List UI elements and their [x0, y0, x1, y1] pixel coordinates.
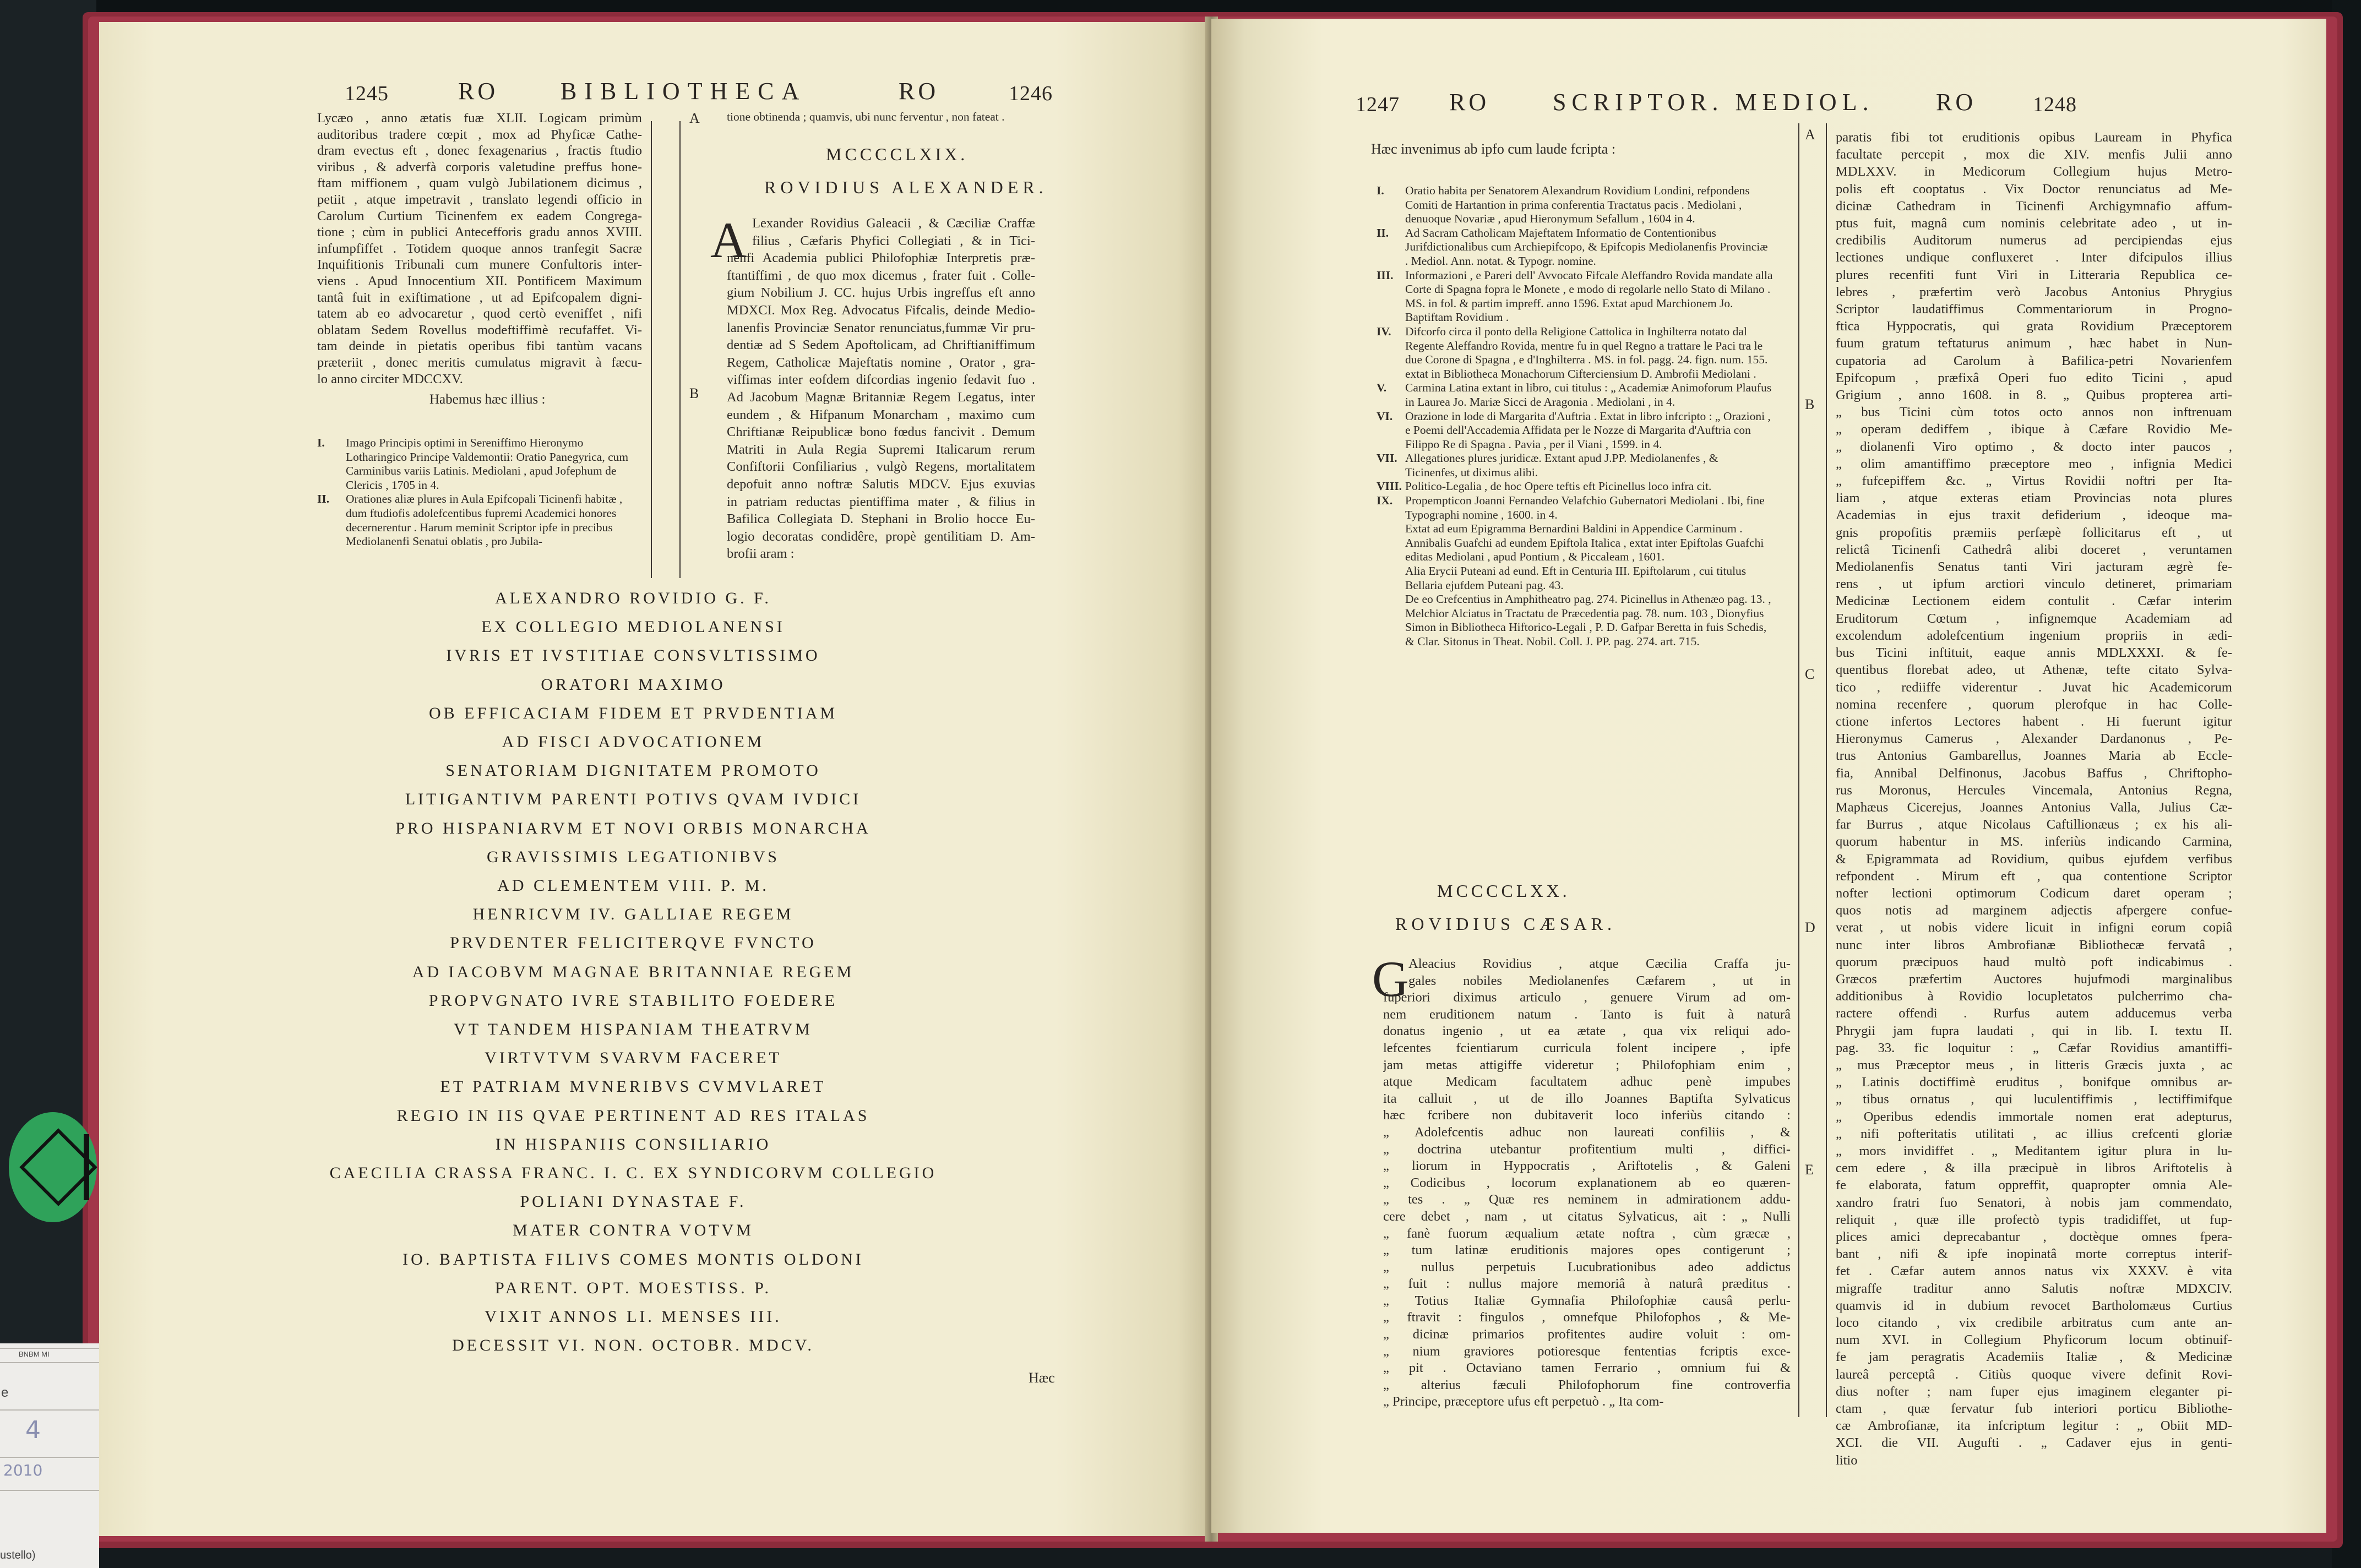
right-item-list [1377, 184, 1773, 649]
text-line: Maphæus Cicerejus, Joannes Antonius Valla, Julius Cæ- [1836, 799, 2232, 815]
column-number-right: 1246 [1009, 82, 1053, 105]
inscription-line: OB EFFICACIAM FIDEM ET PRVDENTIAM [428, 704, 838, 722]
bibliography-item [1377, 226, 1773, 269]
text-line: Epifcopum , præfixâ Operi fuo edito Ticini , apud [1836, 370, 2232, 385]
text-line: MDXCI. Mox Reg. Advocatus Fifcalis, deinde Medio- [727, 302, 1035, 318]
text-line: Phrygii jam fupra laudati , qui in lib. I. textu II. [1836, 1023, 2232, 1038]
text-line: Scriptor laudatiffimus Commentariorum in Progno- [1836, 302, 2232, 317]
left-item-list [317, 436, 642, 549]
text-line: Bafilica Collegiata D. Stephani in Brolio hocce Eu- [727, 511, 1035, 527]
inscription-line: LITIGANTIVM PARENTI POTIVS QVAM IVDICI [405, 790, 862, 809]
text-line: loco citando , vix credibile arbitratus cum ante an- [1836, 1315, 2232, 1331]
left-page [99, 22, 1211, 1536]
text-line: rens , ut ipfum arctiori vinculo detineret, primariam [1836, 576, 2232, 592]
item-text: Oratio habita per Senatorem Alexandrum Rovidium Londini, refpondens Comiti de Hartantion in prima conferentia Tractatus pacis . Mediolani , denuoque Novariæ , apud Hieronymum Sefallum , 1604 in 4. [1405, 184, 1750, 226]
text-line: „ Totius Italiæ Gymnafia Philofophiæ causâ perlu- [1383, 1293, 1791, 1308]
item-text: Imago Principis optimi in Sereniffimo Hieronymo Lotharingico Principe Valdemontii: Oratio Panegyrica, cum Carminibus variis Latinis. Mediolani , apud Jofephum de Clericis , 1705 in 4. [346, 436, 629, 492]
text-line: fia, Annibal Delfinonus, Jacobus Baffus , Chriftopho- [1836, 765, 2232, 781]
text-line: far Burrus , atque Nicolaus Caftillionæus ; ex his ali- [1836, 817, 2232, 832]
text-line: XCI. die VII. Augufti . „ Cadaver ejus in genti- [1836, 1435, 2232, 1451]
text-line: tatem ab eo advocaretur , quod certò eveniffet , nifi [317, 306, 642, 322]
text-line: „ fanè fuorum æqualium ætate noftra , cùm græcæ , [1383, 1226, 1791, 1241]
text-line: gnis propofitis præmiis perfæpè follicitarus eft , ut [1836, 525, 2232, 540]
inscription-line: AD IACOBVM MAGNAE BRITANNIAE REGEM [412, 962, 855, 981]
text-line: Aleacius Rovidius , atque Cæcilia Craffa ju- [1408, 956, 1791, 971]
item-number: VIII. [1377, 480, 1402, 493]
text-line: „ Principe, præceptore ufus eft perpetuò . „ Ita com- [1383, 1394, 1664, 1409]
item-number: V. [1377, 381, 1387, 395]
text-line: „ pit . Octaviano tamen Ferrario , omnium fui & [1383, 1360, 1791, 1376]
text-line: ptus fuit, magnâ cum nominis celebritate adeo , ut in- [1836, 216, 2232, 231]
text-line: viribus , & adverfà corporis valetudine preffus hone- [317, 159, 642, 175]
text-line: „ diolanenfi Viro optimo , & docto inter paucos , [1836, 439, 2232, 454]
text-line: rus Moronus, Hercules Vincemala, Antonius Regna, [1836, 782, 2232, 798]
text-line: „ fuit : nullus majore memoriâ à naturâ præditus . [1383, 1276, 1791, 1292]
running-head-title: SCRIPTOR. MEDIOL. [1553, 89, 1874, 116]
text-line: laureâ perceptâ . Citiùs quoque vivere definit Rovi- [1836, 1366, 2232, 1382]
text-line: trus Antonius Gambarellus, Joannes Maria ab Eccle- [1836, 748, 2232, 764]
inscription-line: AD FISCI ADVOCATIONEM [502, 733, 765, 751]
inscription-line: HENRICVM IV. GALLIAE REGEM [472, 905, 794, 924]
right-column-b [1836, 129, 2232, 1469]
text-line: lebres , præfertim verò Jacobus Antonius Phrygius [1836, 284, 2232, 300]
text-line: Græcos præfertim Auctores hujufmodi marginalibus [1836, 971, 2232, 987]
bibliography-item [317, 436, 642, 492]
text-line: Carolum Curtium Ticinenfem ex eadem Congrega- [317, 208, 642, 224]
text-line: in patriam reductas pientiffima mater , & filius in [727, 494, 1035, 509]
inscription-line: CAECILIA CRASSA FRANC. I. C. EX SYNDICORVM COLLEGIO [329, 1164, 937, 1182]
text-line: dius nofter ; nam fuper ejus imaginem eleganter pi- [1836, 1384, 2232, 1399]
item-number [1377, 536, 1405, 564]
text-line: nem eruditionem natum . Tanto is fuit à naturâ [1383, 1006, 1791, 1022]
text-line: viens . Apud Innocentium XII. Pontificem Maximum [317, 273, 642, 288]
text-line: „ tes . „ Quæ res neminem in admirationem addu- [1383, 1192, 1791, 1207]
inscription-line: ORATORI MAXIMO [541, 675, 726, 694]
text-line: Medicinæ Lectionem eidem contulit . Cæfar interim [1836, 594, 2232, 609]
card-rule [0, 1457, 99, 1458]
target-bar-icon [84, 1134, 89, 1200]
text-line: „ operam dediffem , ibique à Cæfare Rovidio Me- [1836, 422, 2232, 437]
text-line: Academias in ejus traxit defiderium , ideoque ma- [1836, 508, 2232, 523]
inscription-line: POLIANI DYNASTAE F. [520, 1193, 747, 1211]
inscription-line: PROPVGNATO IVRE STABILITO FOEDERE [428, 991, 838, 1010]
text-line: refpondent . Mirum eft , qua contentione Scriptor [1836, 868, 2232, 884]
text-line: „ liorum in Hyppocratis , Ariftotelis , & Galeni [1383, 1158, 1791, 1174]
text-line: litio [1836, 1452, 1858, 1468]
column-number-left: 1245 [345, 82, 389, 105]
text-line: ftam miffionem , quam vulgò Jubilationem dicimus , [317, 176, 642, 191]
drop-cap: G [1372, 951, 1409, 1007]
text-line: nunc inter libros Ambrofianæ Bibliothecæ fervatâ , [1836, 937, 2232, 952]
inscription-line: IO. BAPTISTA FILIVS COMES MONTIS OLDONI [402, 1250, 864, 1268]
text-line: „ bus Ticini cùm totos octo annos non inftrenuam [1836, 405, 2232, 420]
drop-cap: A [710, 212, 747, 268]
text-line: bant , nifi & ipfe inopinatâ morte correptus interif- [1836, 1246, 2232, 1262]
text-line: lectiones undique confluxeret . Inter difcipulos illius [1836, 250, 2232, 265]
text-line: Chriftianæ Reipublicæ bono fœdus fancivit . Demum [727, 424, 1035, 440]
bibliography-item [1377, 564, 1773, 592]
text-line: quorum præcipuos haud multò poft indicabimus . [1836, 954, 2232, 970]
card-rule [0, 1409, 99, 1411]
item-number [1377, 592, 1405, 649]
text-line: num XVI. in Collegium Phyficorum locum obtinuif- [1836, 1332, 2232, 1348]
column-number-left: 1247 [1356, 93, 1400, 116]
running-head-title: BIBLIOTHECA [561, 78, 807, 105]
text-line: fet . Cæfar autem annos natus vix XXXV. è vita [1836, 1264, 2232, 1279]
inscription-line: PRO HISPANIARVM ET NOVI ORBIS MONARCHA [395, 819, 871, 837]
text-line: ctam , quæ fervatur fub interiori porticu Bibliothe- [1836, 1401, 2232, 1417]
left-column-a [317, 110, 642, 387]
column-rule [1826, 123, 1827, 1417]
text-line: fuperiori diximus articulo , genuere Virum ad om- [1383, 990, 1791, 1005]
bibliography-item [1377, 494, 1773, 522]
text-line: paratis fibi tot eruditionis opibus Lauream in Phyfica [1836, 130, 2232, 145]
text-line: nomina recenfere , quorum plerofque in hac Colle- [1836, 696, 2232, 712]
text-line: „ tum latinæ eruditionis majores opes contigerunt ; [1383, 1243, 1791, 1258]
text-line: „ Adolefcentis adhuc non laureati confiliis , & [1383, 1124, 1791, 1140]
text-line: Grigium , anno 1608. in 8. „ Quibus propterea arti- [1836, 388, 2232, 403]
card-year: 2010 [3, 1461, 43, 1479]
text-line: relictâ Ticinenfi Cathedrâ alibi doceret , veruntamen [1836, 542, 2232, 557]
text-line: „ nullus perpetuis Lucubrationibus adeo addictus [1383, 1259, 1791, 1275]
item-number: I. [1377, 184, 1384, 197]
bibliography-item [1377, 410, 1773, 452]
text-line: „ doctrina utebantur profitentium multi , diffici- [1383, 1141, 1791, 1157]
item-text: Orazione in lode di Margarita d'Auftria . Extat in libro infcripto : „ Orazioni , e Poemi dell'Accademia Affidata per le Nozze di Margarita d'Auftria con Filippo Re di Spagna . Pavia , per il Viani , 1599. in 4. [1405, 409, 1771, 451]
text-line: gales nobiles Mediolanenfes Cæfarem , ut in [1408, 973, 1791, 988]
item-number: III. [1377, 268, 1394, 282]
inscription-line: AD CLEMENTEM VIII. P. M. [497, 876, 769, 895]
inscription-line: EX COLLEGIO MEDIOLANENSI [481, 618, 785, 636]
text-line: Regem, Catholicæ Majeftatis nomine , Orator , gra- [727, 355, 1035, 370]
text-line: „ nifi pofteritatis utilitati , ac illius crefcenti gloriæ [1836, 1126, 2232, 1141]
item-number: IV. [1377, 324, 1391, 338]
item-text: Extat ad eum Epigramma Bernardini Baldini in Appendice Carminum . [1405, 522, 1743, 536]
section-name: ROVIDIUS ALEXANDER. [764, 177, 1048, 197]
text-line: „ olim amantiffimo præceptore meo , infignia Medici [1836, 456, 2232, 471]
background-left [0, 0, 96, 1568]
text-line: jam metas attigiffe videretur ; Philofophiam enim , [1383, 1057, 1791, 1072]
inscription-line: ET PATRIAM MVNERIBVS CVMVLARET [440, 1077, 826, 1096]
text-line: ftica Hyppocratis, qui grata Rovidium Præceptorem [1836, 319, 2232, 334]
text-line: quorum habentur in MS. inferiùs indicando Carmina, [1836, 834, 2232, 850]
text-line: eundem , & Hifpanum Monarcham , maximo cum [727, 407, 1035, 422]
inscription-line: PARENT. OPT. MOESTISS. P. [494, 1278, 772, 1297]
text-line: auditoribus tradere cœpit , mox ad Phyficæ Cathe- [317, 127, 642, 142]
card-label: BNBM MI [19, 1350, 50, 1358]
item-text: Politico-Legalia , de hoc Opere teftis eft Picinellus loco infra cit. [1405, 480, 1712, 493]
bibliography-item [1377, 451, 1773, 480]
text-line: plures recenfiti funt Viri in Litteraria Republica ce- [1836, 267, 2232, 282]
item-text: Ad Sacram Catholicam Majeftatem Informatio de Contentionibus Jurifdictionalibus cum Archiepifcopo, & Epifcopis Mediolanenfis Provinciæ . Mediol. Ann. notat. & Typogr. nomine. [1405, 226, 1768, 268]
bibliography-item [1377, 522, 1773, 536]
text-line: „ Latinis doctiffimè eruditus , bonifque omnibus ar- [1836, 1075, 2232, 1090]
item-text: De eo Crefcentius in Amphitheatro pag. 274. Picinellus in Athenæo pag. 13. , Melchior Alciatus in Tractatu de Præcedentia pag. 78. num. 103 , Dionyfius Simon in Bibliotheca Hiftorico-Legali , P. D. Gafpar Beretta in fuis Schedis, & Clar. Sitonus in Theat. Nobil. Coll. J. PP. pag. 274. art. 715. [1405, 592, 1771, 648]
text-line: „ mus Præceptor meus , in litteris Græcis juxta , ac [1836, 1057, 2232, 1072]
column-number-right: 1248 [2033, 93, 2077, 116]
inscription-line: MATER CONTRA VOTVM [513, 1221, 754, 1240]
text-line: tione ; cùm in publici Antecefforis gradu annos XVIII. [317, 225, 642, 240]
habemus-line: Habemus hæc illius : [429, 392, 546, 407]
text-line: quentibus florebat adeo, ut Athenæ, tefte citato Sylva- [1836, 662, 2232, 678]
margin-letter: E [1805, 1162, 1814, 1178]
inscription-line: REGIO IN IIS QVAE PERTINENT AD RES ITALAS [396, 1106, 870, 1125]
text-line: fe jam peragratis Academiis Italiæ , & Medicinæ [1836, 1349, 2232, 1365]
text-line: cere debet , nam , ut citatus Sylvaticus, ait : „ Nulli [1383, 1208, 1791, 1224]
text-line: donatus ingenio , ut ea ætate , qua vix reliqui ado- [1383, 1023, 1791, 1039]
text-line: brofii aram : [727, 546, 795, 562]
text-line: nofter lectioni optimorum Codicum daret operam ; [1836, 885, 2232, 901]
text-line: Mediolanenfis Senatus tanti Viri jacturam ægrè fe- [1836, 559, 2232, 575]
section-name: ROVIDIUS CÆSAR. [1395, 914, 1616, 934]
text-line: cupatoria ad Carolum à Bafilica-petri Novarienfem [1836, 353, 2232, 368]
text-line: logio decoratas condidêre, propè gentilitiam D. Am- [727, 529, 1035, 544]
item-text: Annibalis Guafchi ad eundem Epiftola Italica , extat inter Epiftolas Guafchi editas Mediolani , apud Pontium , & Piccaleam , 1601. [1405, 536, 1764, 564]
column-rule [679, 121, 681, 578]
text-line: præteriit , donec meritis cumulatus migravit à fæcu- [317, 355, 642, 370]
text-line: liam , atque exteras etiam Provincias nota plures [1836, 491, 2232, 506]
text-line: hæc fcribere non dubitaverit loco inferiùs citando : [1383, 1108, 1791, 1123]
text-line: ita calluit , ut de illo Joannes Baptifta Sylvaticus [1383, 1091, 1791, 1106]
text-line: „ Operibus edendis immortale nomen erat adepturus, [1836, 1109, 2232, 1124]
text-line: atque Medicam facultatem adhuc penè impubes [1383, 1074, 1791, 1090]
margin-letter-a: A [689, 110, 700, 126]
intro-line: Hæc invenimus ab ipfo cum laude fcripta : [1371, 141, 1616, 157]
text-line: Eruditorum Cœtum , infignemque Academiam ad [1836, 611, 2232, 626]
inscription-line: SENATORIAM DIGNITATEM PROMOTO [445, 761, 821, 780]
text-line: nenfi Academia publici Philofophiæ Interpretis præ- [727, 251, 1035, 266]
text-line: quamvis id in dubium revocet Bartholomæus Curtius [1836, 1298, 2232, 1313]
margin-letter: B [1805, 396, 1815, 412]
text-line: oblatam Sedem Rovellus modeftiffimè recufaffet. Vi- [317, 322, 642, 337]
inscription-line: IVRIS ET IVSTITIAE CONSVLTISSIMO [446, 646, 820, 665]
text-line: migraffe traditur anno Salutis noftræ MDXCIV. [1836, 1281, 2232, 1296]
text-line: „ mors invidiffet . „ Meditantem igitur plura in lu- [1836, 1143, 2232, 1158]
item-number: IX. [1377, 494, 1393, 508]
text-line: Matriti in Aula Regia Supremi Italicarum rerum [727, 442, 1035, 457]
text-line: Hieronymus Camerus , Alexander Dardanonus , Pe- [1836, 731, 2232, 747]
item-number: VII. [1377, 451, 1397, 465]
card-rule [0, 1348, 99, 1349]
text-line: „ Codicibus , locorum explanationem ab eo quæren- [1383, 1175, 1791, 1190]
text-line: gium Nobilium J. CC. hujus Urbis ingreffus eft anno [727, 285, 1035, 301]
text-line: „ tibus ornatus , qui luculentiffimis , lectiffimifque [1836, 1092, 2232, 1107]
card-rule [0, 1490, 99, 1491]
text-line: bus Ticini inftituit, eaque annis MDLXXXI. & fe- [1836, 645, 2232, 661]
card-rule [0, 1362, 99, 1363]
column-rule [651, 121, 652, 578]
card-letter: e [1, 1385, 9, 1400]
text-line: viffimas inter eofdem difcordias ingenio fedavit fuo . [727, 372, 1035, 388]
catchword: Hæc [1029, 1370, 1055, 1386]
column-rule [1798, 123, 1799, 1417]
inscription-line: VIXIT ANNOS LI. MENSES III. [485, 1308, 782, 1326]
text-line: tantâ fuit in exiftimatione , ut ad Epifcopalem digni- [317, 290, 642, 305]
text-line: pag. 33. fic loquitur : „ Cæfar Rovidius amantiffi- [1836, 1040, 2232, 1055]
text-line: „ alterius fæculi Philofophorum fine controverfia [1383, 1377, 1791, 1392]
text-line: & Epigrammata ad Rovidium, quibus ejufdem verfibus [1836, 851, 2232, 867]
text-line: lanenfis Provinciæ Senator renunciatus,fummæ Vir pru- [727, 320, 1035, 335]
margin-letter: C [1805, 666, 1815, 682]
inscription-line: PRVDENTER FELICITERQVE FVNCTO [450, 934, 817, 952]
text-line: fuum gratum teftaturus animum , hæc habet in Nun- [1836, 336, 2232, 351]
text-line: filius , Cæfaris Phyfici Collegiati , & in Tici- [752, 233, 1035, 248]
item-text: Carmina Latina extant in libro, cui titulus : „ Academiæ Animoforum Plaufus in Laurea Jo. Mariæ Sicci de Aragonia . Mediolani , in 4. [1405, 381, 1772, 409]
card-number: 4 [25, 1416, 41, 1444]
text-line: cæ Ambrofianæ, ita infcriptum legitur : „ Obiit MD- [1836, 1418, 2232, 1434]
bibliography-item [1377, 536, 1773, 564]
text-line: dentiæ ad S Sedem Apoftolicam, ad Chriftianiffimum [727, 337, 1035, 353]
text-line: polis eft cooptatus . Vix Doctor renunciatus ad Me- [1836, 181, 2232, 197]
margin-letter-b: B [689, 385, 699, 401]
item-text: Propempticon Joanni Fernandeo Velafchio Gubernatori Mediolani . Ibi, fine Typographi nomine , 1600. in 4. [1405, 494, 1765, 521]
inscription-line: VT TANDEM HISPANIAM THEATRVM [454, 1020, 813, 1038]
text-line: Confiftorii Confiliarius , vulgò Regens, mortalitatem [727, 459, 1035, 475]
section-year: MCCCCLXX. [1437, 881, 1570, 901]
bibliography-item [1377, 269, 1773, 325]
col-b-top: tione obtinenda ; quamvis, ubi nunc ferventur , non fateat . [727, 110, 1005, 123]
text-line: facultate percepit , mox die XIV. menfis Julii anno [1836, 147, 2232, 162]
text-line: infumpfiffet . Totidem quoque annos tranfegit Sacræ [317, 241, 642, 256]
section-year: MCCCCLXIX. [826, 144, 969, 164]
item-text: Difcorfo circa il ponto della Religione Cattolica in Inghilterra notato dal Regente Aleffandro Rovida, mentre fu in quel Regno a trattare le Paci tra le due Corone di Spagna , e d'Inghilterra . MS. in fol. pagg. 24. fign. num. 155. extat in Bibliotheca Monachorum Cifterciensium D. Ambrofii Mediolani . [1405, 324, 1768, 380]
text-line: excolendum adolefcentium ingenium propriis in ædi- [1836, 628, 2232, 643]
running-head-left: RO [458, 78, 499, 105]
item-text: Informazioni , e Pareri dell' Avvocato Fifcale Aleffandro Rovida mandate alla Corte di Spagna fopra le Monete , e modo di regolarle nello Stato di Milano . MS. in fol. & partim impreff. anno 1596. Extat apud Marchionem Jo. Baptiftam Rovidium . [1405, 268, 1773, 324]
text-line: „ fufcepiffem &c. „ Virtus Rovidii noftri per Ita- [1836, 473, 2232, 489]
item-number: I. [317, 436, 325, 449]
item-text: Allegationes plures juridicæ. Extant apud J.PP. Mediolanenfes , & Ticinenfes, ut diximus alibi. [1405, 451, 1718, 479]
text-line: „ nium graviores potioresque fententias fcriptis exce- [1383, 1343, 1791, 1359]
text-line: „ dicinæ primarios profitentes audire voluit : om- [1383, 1327, 1791, 1342]
text-line: dicinæ Cathedram in Ticinenfi Archigymnafio affum- [1836, 198, 2232, 214]
text-line: Lexander Rovidius Galeacii , & Cæciliæ Craffæ [752, 216, 1035, 231]
item-number [1377, 564, 1405, 592]
catalog-card [0, 1343, 99, 1568]
running-head-right: RO [1936, 89, 1977, 116]
text-line: lo anno circiter MDCCXV. [317, 371, 463, 386]
margin-letter: A [1805, 127, 1815, 143]
text-line: cem edere , & illa præcipuè in libros Ariftotelis à [1836, 1161, 2232, 1176]
text-line: verat , ut nobis videre licuit in infigni eorum copiâ [1836, 920, 2232, 935]
running-head-left: RO [1449, 89, 1490, 116]
item-number: II. [317, 492, 330, 506]
text-line: fe elaborata, fatum oppreffit, quapropter omnia Ale- [1836, 1178, 2232, 1193]
text-line: lefcentes fcientiarum curricula folent incipere , ipfe [1383, 1040, 1791, 1055]
text-line: tico , rediiffe viderentur . Juvat hic Academicorum [1836, 679, 2232, 695]
bibliography-item [1377, 592, 1773, 649]
item-number [1377, 522, 1405, 536]
text-line: credibilis Auditorum numerus ad percipiendas ejus [1836, 233, 2232, 248]
text-line: additionibus à Rovidio locupletatos pulcherrimo cha- [1836, 989, 2232, 1004]
text-line: ctione infertos Lectores habent . Hi fuerunt igitur [1836, 714, 2232, 729]
text-line: Lycæo , anno ætatis fuæ XLII. Logicam primùm [317, 111, 642, 126]
running-head-right: RO [899, 78, 939, 105]
bibliography-item [1377, 480, 1773, 494]
text-line: reliquit , quæ ille profectò typis tradidiffet, ut fup- [1836, 1212, 2232, 1227]
bibliography-item [317, 492, 642, 548]
right-page [1211, 19, 2326, 1533]
inscription-line: VIRTVTVM SVARVM FACERET [485, 1049, 782, 1068]
right-column-a [1383, 956, 1791, 1411]
text-line: petiit , atque impetravit , translato legendi officio in [317, 192, 642, 207]
text-line: xandro fratri fuo Senatori, à nobis jam commendato, [1836, 1195, 2232, 1210]
item-number: II. [1377, 226, 1389, 239]
text-line: Inquifitionis Tribunali cum munere Confultoris inter- [317, 257, 642, 273]
text-line: tam deinde in pietatis operibus fibi tantùm vacans [317, 339, 642, 354]
inscription-line: DECESSIT VI. NON. OCTOBR. MDCV. [452, 1336, 814, 1355]
left-column-b [727, 215, 1035, 563]
text-line: depofuit anno noftræ Salutis MDCV. Ejus exuvias [727, 476, 1035, 492]
inscription-line: IN HISPANIIS CONSILIARIO [495, 1135, 771, 1153]
item-text: Orationes aliæ plures in Aula Epifcopali Ticinenfi habitæ , dum ftudiofis adolefcentibus fupremi Academici honores decernerentur . Harum meminit Scriptor ipfe in precibus Mediolanenfi Senatui oblatis , pro Jubila- [346, 492, 623, 548]
item-number: VI. [1377, 409, 1393, 423]
bibliography-item [1377, 184, 1773, 226]
inscription-line: ALEXANDRO ROVIDIO G. F. [495, 589, 771, 607]
text-line: „ ftravit : fingulos , omnefque Philofophos , & Me- [1383, 1310, 1791, 1325]
item-text: Alia Erycii Puteani ad eund. Eft in Centuria III. Epiftolarum , cui titulus Bellaria ejufdem Puteani pag. 43. [1405, 564, 1747, 592]
text-line: ractere offendi . Rurfus autem adducemus verba [1836, 1006, 2232, 1021]
bibliography-item [1377, 381, 1773, 409]
bibliography-item [1377, 325, 1773, 381]
text-line: ftantiffimi , de quo mox dicemus , frater fuit . Colle- [727, 268, 1035, 283]
inscription-line: GRAVISSIMIS LEGATIONIBVS [487, 847, 780, 866]
text-line: quos notis ad marginem adjectis afpergere confue- [1836, 903, 2232, 918]
text-line: plices amici deprecabantur , doctèque omnes fpera- [1836, 1229, 2232, 1244]
text-line: MDLXXV. in Medicorum Collegium hujus Metro- [1836, 164, 2232, 179]
text-line: dram evectus eft , donec fexagenarius , fractis ftudio [317, 143, 642, 159]
margin-letter: D [1805, 919, 1815, 935]
text-line: Ad Jacobum Magnæ Britanniæ Regem Legatus, inter [727, 389, 1035, 405]
card-bottom-text: ustello) [0, 1549, 36, 1561]
